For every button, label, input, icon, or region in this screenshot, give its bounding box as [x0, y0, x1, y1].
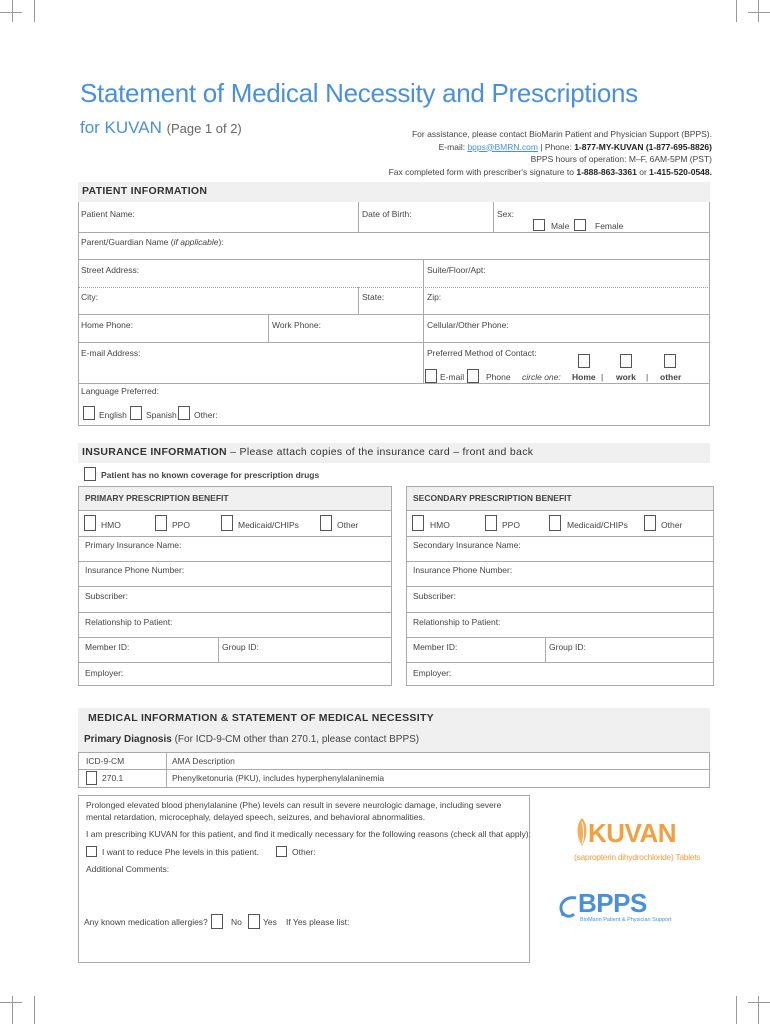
bpps-phone: 1-877-MY-KUVAN (1-877-695-8826): [574, 141, 712, 152]
crop-mark: [748, 1002, 770, 1003]
secondary-relationship-field[interactable]: Relationship to Patient:: [413, 617, 501, 627]
secondary-benefit-title: SECONDARY PRESCRIPTION BENEFIT: [413, 493, 572, 503]
crop-mark: [12, 996, 13, 1024]
secondary-group-id-field[interactable]: Group ID:: [549, 642, 586, 652]
allergies-yes-label: Yes: [263, 917, 277, 927]
male-label: Male: [551, 221, 570, 231]
diagnosis-code: 270.1: [102, 773, 124, 783]
primary-other-checkbox[interactable]: [320, 515, 332, 531]
assistance-fax: Fax completed form with prescriber's signature to 1-888-863-3361 or 1-415-520-0548.: [388, 166, 712, 177]
zip-field[interactable]: Zip:: [427, 292, 442, 302]
page-subtitle: [80, 118, 242, 138]
additional-comments-field[interactable]: Additional Comments:: [86, 864, 170, 874]
crop-mark: [748, 12, 770, 13]
secondary-hmo-checkbox[interactable]: [412, 515, 424, 531]
insurance-section-header: INSURANCE INFORMATION – Please attach copies of the insurance card – front and back: [78, 443, 710, 463]
english-label: English: [99, 410, 127, 420]
other-label: other: [660, 372, 682, 382]
assistance-block: [370, 128, 712, 178]
city-field[interactable]: City:: [81, 292, 98, 302]
male-checkbox[interactable]: [533, 219, 545, 231]
crop-mark: [0, 1002, 22, 1003]
kuvan-logo: [568, 814, 701, 874]
allergies-label: Any known medication allergies?: [84, 917, 208, 927]
subtitle-text: for KUVAN: [80, 118, 162, 137]
street-field[interactable]: Street Address:: [81, 265, 140, 275]
no-coverage-label: Patient has no known coverage for prescription drugs: [101, 470, 320, 480]
other-contact-checkbox[interactable]: [664, 354, 676, 368]
contact-phone-label: Phone: [486, 372, 511, 382]
page-label: (Page 1 of 2): [166, 121, 242, 136]
language-other-label: Other:: [194, 410, 218, 420]
sex-label: Sex:: [497, 209, 515, 219]
contact-phone-checkbox[interactable]: [467, 369, 479, 383]
crop-mark: [736, 996, 737, 1024]
primary-employer-field[interactable]: Employer:: [85, 668, 124, 678]
primary-member-id-field[interactable]: Member ID:: [85, 642, 130, 652]
page-title: Statement of Medical Necessity and Prescriptions: [80, 78, 638, 108]
icd-column-header: ICD-9-CM: [86, 756, 125, 766]
female-label: Female: [595, 221, 624, 231]
crop-mark: [758, 996, 759, 1024]
primary-relationship-field[interactable]: Relationship to Patient:: [85, 617, 173, 627]
language-other-checkbox[interactable]: [178, 406, 190, 420]
secondary-other-checkbox[interactable]: [644, 515, 656, 531]
diagnosis-description: Phenylketonuria (PKU), includes hyperphenylalaninemia: [172, 773, 385, 783]
secondary-ppo-checkbox[interactable]: [485, 515, 497, 531]
english-checkbox[interactable]: [83, 406, 95, 420]
ama-column-header: AMA Description: [172, 756, 235, 766]
primary-insurance-phone-field[interactable]: Insurance Phone Number:: [85, 565, 185, 575]
home-checkbox[interactable]: [578, 354, 590, 368]
work-checkbox[interactable]: [620, 354, 632, 368]
primary-medicaid-label: Medicaid/CHIPs: [238, 520, 299, 530]
no-coverage-checkbox[interactable]: [84, 467, 96, 481]
bpps-logo-subtext: BioMarin Patient & Physician Support: [580, 917, 672, 923]
guardian-field[interactable]: Parent/Guardian Name (if applicable):: [81, 237, 224, 247]
necessity-paragraph: Prolonged elevated blood phenylalanine (Phe) levels can result in severe neurologic damage, including severe mental retardation, microcephaly, delayed speech, seizures, and behavioral abnormalities.: [86, 800, 502, 822]
reduce-phe-checkbox[interactable]: [86, 846, 97, 857]
secondary-insurance-name-field[interactable]: Secondary Insurance Name:: [413, 540, 521, 550]
state-field[interactable]: State:: [362, 292, 385, 302]
primary-other-label: Other: [337, 520, 359, 530]
crop-mark: [34, 996, 35, 1024]
circle-one-label: circle one:: [522, 372, 561, 382]
primary-diagnosis-label: Primary Diagnosis (For ICD-9-CM other than 270.1, please contact BPPS): [84, 734, 420, 745]
separator: |: [601, 372, 604, 382]
email-address-field[interactable]: E-mail Address:: [81, 348, 141, 358]
primary-hmo-checkbox[interactable]: [84, 515, 96, 531]
home-label: Home: [572, 372, 596, 382]
language-label: Language Preferred:: [81, 386, 159, 396]
patient-name-field[interactable]: Patient Name:: [81, 209, 135, 219]
secondary-subscriber-field[interactable]: Subscriber:: [413, 591, 456, 601]
prescribing-statement: I am prescribing KUVAN for this patient, and find it medically necessary for the following reasons (check all that apply):: [86, 829, 531, 839]
cell-phone-field[interactable]: Cellular/Other Phone:: [427, 320, 509, 330]
crop-mark: [0, 12, 22, 13]
spanish-label: Spanish: [146, 410, 177, 420]
contact-method-label: Preferred Method of Contact:: [427, 348, 537, 358]
crop-mark: [34, 0, 35, 22]
assistance-line: For assistance, please contact BioMarin Patient and Physician Support (BPPS).: [411, 129, 712, 139]
suite-field[interactable]: Suite/Floor/Apt:: [427, 265, 486, 275]
crop-mark: [736, 0, 737, 22]
crop-mark: [12, 0, 13, 22]
secondary-hmo-label: HMO: [430, 520, 450, 530]
secondary-member-id-field[interactable]: Member ID:: [413, 642, 458, 652]
primary-subscriber-field[interactable]: Subscriber:: [85, 591, 128, 601]
secondary-other-label: Other: [661, 520, 683, 530]
secondary-employer-field[interactable]: Employer:: [413, 668, 452, 678]
primary-ppo-checkbox[interactable]: [155, 515, 167, 531]
bpps-logo-text: BPPS: [578, 888, 647, 918]
medical-section-header: MEDICAL INFORMATION & STATEMENT OF MEDICAL NECESSITY: [78, 708, 710, 730]
secondary-medicaid-label: Medicaid/CHIPs: [567, 520, 628, 530]
dob-field[interactable]: Date of Birth:: [362, 209, 412, 219]
home-phone-field[interactable]: Home Phone:: [81, 320, 133, 330]
crop-mark: [758, 0, 759, 22]
allergies-no-checkbox[interactable]: [211, 914, 223, 929]
primary-medicaid-checkbox[interactable]: [221, 515, 233, 531]
allergies-yes-checkbox[interactable]: [248, 914, 260, 929]
work-phone-field[interactable]: Work Phone:: [272, 320, 321, 330]
assistance-hours: BPPS hours of operation: M–F, 6AM-5PM (PST): [530, 154, 712, 164]
primary-hmo-label: HMO: [101, 520, 121, 530]
allergies-list-field[interactable]: If Yes please list:: [286, 917, 350, 927]
work-label: work: [616, 372, 636, 382]
contact-email-checkbox[interactable]: [425, 369, 437, 383]
reason-other-label: Other:: [292, 847, 316, 857]
reduce-phe-label: I want to reduce Phe levels in this patient.: [102, 847, 259, 857]
secondary-medicaid-checkbox[interactable]: [549, 515, 561, 531]
primary-ppo-label: PPO: [172, 520, 190, 530]
kuvan-logo-subtext: (sapropterin dihydrochloride) Tablets: [574, 852, 701, 862]
patient-section-header: PATIENT INFORMATION: [78, 182, 710, 202]
diagnosis-270-1-checkbox[interactable]: [86, 771, 97, 785]
primary-benefit-title: PRIMARY PRESCRIPTION BENEFIT: [85, 493, 229, 503]
contact-email-label: E-mail: [440, 372, 465, 382]
separator: |: [646, 372, 649, 382]
secondary-insurance-phone-field[interactable]: Insurance Phone Number:: [413, 565, 513, 575]
primary-group-id-field[interactable]: Group ID:: [222, 642, 259, 652]
kuvan-logo-text: KUVAN: [588, 818, 677, 848]
secondary-ppo-label: PPO: [502, 520, 520, 530]
spanish-checkbox[interactable]: [130, 406, 142, 420]
primary-insurance-name-field[interactable]: Primary Insurance Name:: [85, 540, 182, 550]
allergies-no-label: No: [231, 917, 242, 927]
assistance-contact: E-mail: bpps@BMRN.com | Phone: 1-877-MY-KUVAN (1-877-695-8826): [438, 141, 712, 152]
female-checkbox[interactable]: [574, 219, 586, 231]
bpps-logo: [556, 888, 676, 928]
bpps-email-link[interactable]: bpps@BMRN.com: [467, 141, 538, 152]
reason-other-checkbox[interactable]: [276, 846, 287, 857]
